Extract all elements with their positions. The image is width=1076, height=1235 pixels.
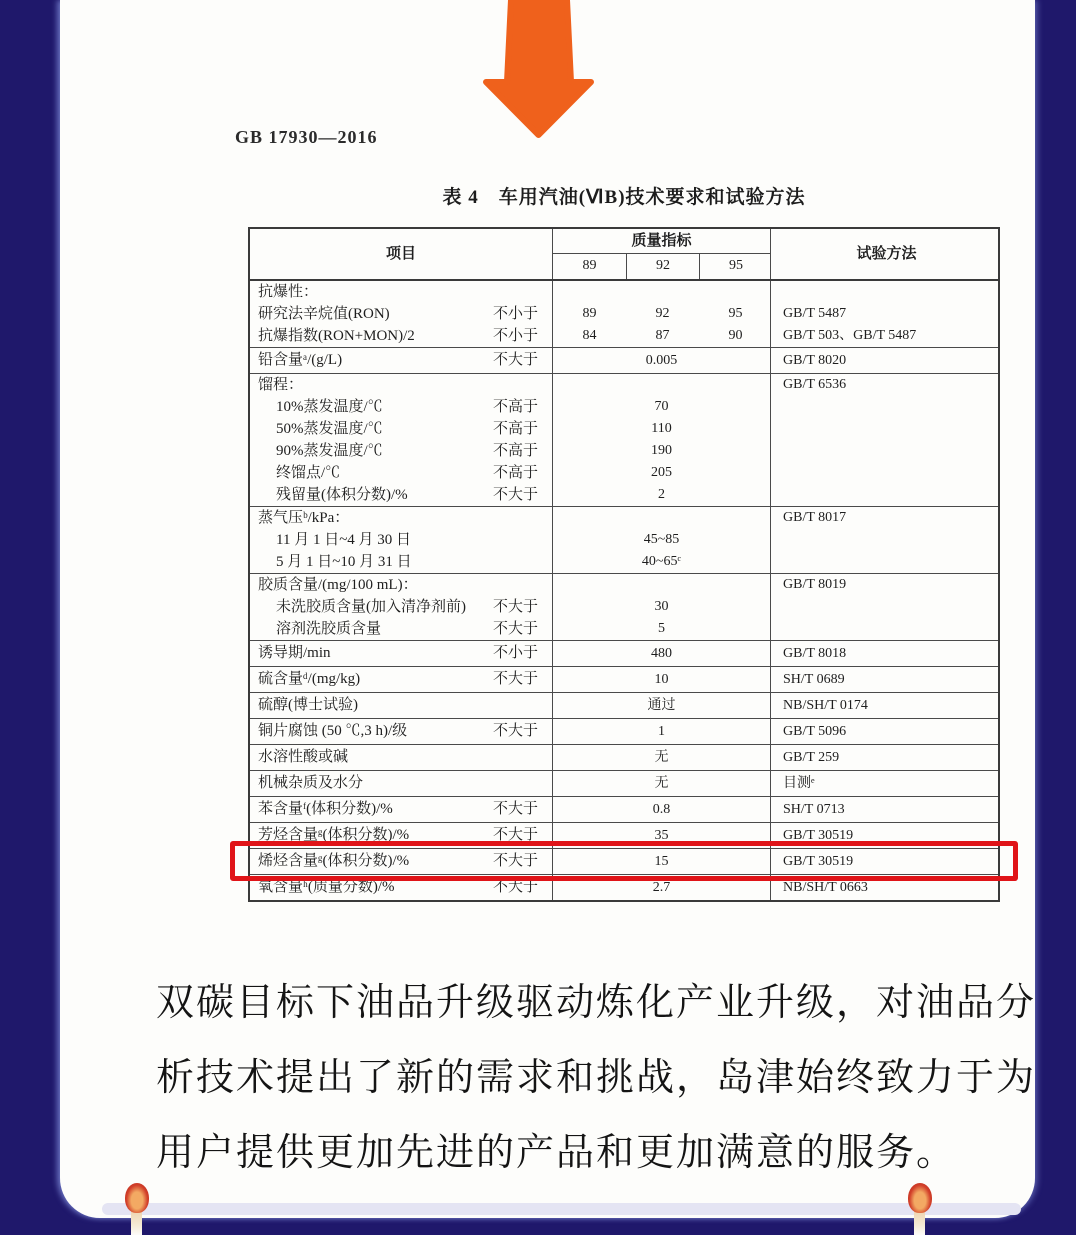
grade-values bbox=[552, 325, 771, 347]
value: 190 bbox=[552, 440, 771, 462]
test-method: GB/T 30519 bbox=[783, 854, 854, 869]
item-label: 机械杂质及水分 bbox=[258, 775, 364, 791]
table-body bbox=[250, 281, 998, 900]
item-label: 未洗胶质含量(加入清净剂前) bbox=[276, 599, 466, 615]
test-method: GB/T 259 bbox=[783, 750, 840, 765]
table-row bbox=[250, 529, 998, 551]
item-label: 胶质含量/(mg/100 mL)： bbox=[258, 577, 418, 593]
table-row bbox=[250, 418, 998, 440]
qualifier: 不大于 bbox=[492, 801, 538, 817]
value: 0.8 bbox=[552, 797, 771, 822]
value: 1 bbox=[552, 719, 771, 744]
item-label: 终馏点/℃ bbox=[276, 465, 341, 481]
qualifier: 不小于 bbox=[492, 645, 538, 661]
item-label: 研究法辛烷值(RON) bbox=[258, 306, 390, 322]
item-label: 硫醇(博士试验) bbox=[258, 697, 358, 713]
value: 通过 bbox=[552, 693, 771, 718]
table-row-group bbox=[250, 666, 998, 692]
grade-header-89: 89 bbox=[582, 258, 597, 273]
value: 0.005 bbox=[552, 348, 771, 373]
down-arrow-icon bbox=[478, 0, 599, 140]
value: 5 bbox=[552, 618, 771, 640]
table-row bbox=[250, 348, 998, 373]
item-label: 11 月 1 日~4 月 30 日 bbox=[276, 532, 412, 548]
value: 45~85 bbox=[552, 529, 771, 551]
table-row bbox=[250, 325, 998, 347]
item-label: 蒸气压ᵇ/kPa： bbox=[258, 510, 350, 526]
item-label: 90%蒸发温度/℃ bbox=[276, 443, 383, 459]
spec-table-grid bbox=[248, 227, 1000, 902]
table-title: 表 4 车用汽油(ⅥB)技术要求和试验方法 bbox=[442, 187, 806, 208]
grade-value: 95 bbox=[728, 306, 743, 321]
test-method: SH/T 0689 bbox=[783, 672, 845, 687]
test-method: SH/T 0713 bbox=[783, 802, 845, 817]
table-row-group bbox=[250, 744, 998, 770]
value: 无 bbox=[552, 745, 771, 770]
table-row bbox=[250, 303, 998, 325]
value bbox=[552, 574, 771, 596]
qualifier bbox=[486, 529, 552, 551]
table-row-group bbox=[250, 573, 998, 640]
table-row bbox=[250, 667, 998, 692]
table-row bbox=[250, 641, 998, 666]
table-row bbox=[250, 551, 998, 573]
table-row bbox=[250, 693, 998, 718]
item-label: 烯烃含量ᵍ(体积分数)/% bbox=[258, 853, 410, 869]
value: 30 bbox=[552, 596, 771, 618]
table-row bbox=[250, 771, 998, 796]
table-row bbox=[250, 596, 998, 618]
match-head bbox=[125, 1183, 149, 1213]
value: 110 bbox=[552, 418, 771, 440]
test-method bbox=[771, 529, 1002, 551]
test-method bbox=[771, 440, 1002, 462]
qualifier: 不高于 bbox=[492, 399, 538, 415]
qualifier bbox=[486, 374, 552, 396]
value: 15 bbox=[552, 849, 771, 874]
item-label: 抗爆性： bbox=[258, 284, 319, 300]
qualifier bbox=[486, 574, 552, 596]
qualifier: 不大于 bbox=[492, 827, 538, 843]
qualifier bbox=[486, 551, 552, 573]
qualifier bbox=[486, 771, 552, 796]
test-method bbox=[771, 281, 1002, 303]
quality-index-label: 质量指标 bbox=[553, 229, 770, 254]
value: 480 bbox=[552, 641, 771, 666]
test-method bbox=[771, 596, 1002, 618]
doc-code: GB 17930—2016 bbox=[235, 127, 378, 147]
table-row bbox=[250, 797, 998, 822]
grade-header-92: 92 bbox=[626, 254, 699, 279]
test-method: NB/SH/T 0663 bbox=[783, 880, 868, 895]
test-method bbox=[771, 618, 1002, 640]
item-label: 铜片腐蚀 (50 ℃,3 h)/级 bbox=[258, 723, 408, 739]
item-label: 硫含量ᵈ/(mg/kg) bbox=[258, 671, 361, 687]
test-method bbox=[771, 418, 1002, 440]
item-label: 溶剂洗胶质含量 bbox=[276, 621, 382, 637]
test-method: GB/T 8020 bbox=[783, 353, 847, 368]
qualifier: 不高于 bbox=[492, 421, 538, 437]
item-label: 5 月 1 日~10 月 31 日 bbox=[276, 554, 412, 570]
test-method: GB/T 6536 bbox=[783, 377, 847, 392]
test-method: GB/T 5096 bbox=[783, 724, 847, 739]
qualifier bbox=[486, 507, 552, 529]
match-head bbox=[908, 1183, 932, 1213]
qualifier bbox=[486, 693, 552, 718]
table-row bbox=[250, 745, 998, 770]
table-row bbox=[250, 396, 998, 418]
table-row-group bbox=[250, 770, 998, 796]
table-row-group bbox=[250, 640, 998, 666]
test-method: GB/T 30519 bbox=[783, 828, 854, 843]
test-method bbox=[771, 551, 1002, 573]
qualifier: 不小于 bbox=[492, 306, 538, 322]
col-header-item: 项目 bbox=[385, 246, 416, 262]
table-row-group bbox=[250, 373, 998, 506]
table-row bbox=[250, 618, 998, 640]
card-bottom-strip bbox=[102, 1203, 1021, 1215]
test-method: GB/T 8017 bbox=[783, 510, 847, 525]
value bbox=[552, 374, 771, 396]
grade-value: 89 bbox=[582, 306, 597, 321]
item-label: 50%蒸发温度/℃ bbox=[276, 421, 383, 437]
table-row-group bbox=[250, 347, 998, 373]
item-label: 馏程： bbox=[258, 377, 304, 393]
value: 70 bbox=[552, 396, 771, 418]
test-method: GB/T 8019 bbox=[783, 577, 847, 592]
item-label: 氧含量ʰ(质量分数)/% bbox=[258, 879, 395, 895]
matchstick-icon bbox=[906, 1183, 934, 1235]
qualifier: 不大于 bbox=[492, 671, 538, 687]
test-method: GB/T 8018 bbox=[783, 646, 847, 661]
value: 205 bbox=[552, 462, 771, 484]
qualifier: 不大于 bbox=[492, 621, 538, 637]
qualifier bbox=[486, 281, 552, 303]
grade-values bbox=[552, 281, 771, 303]
table-row bbox=[250, 440, 998, 462]
table-row-group bbox=[250, 692, 998, 718]
test-method: GB/T 5487 bbox=[783, 306, 847, 321]
grade-value bbox=[626, 281, 699, 303]
test-method bbox=[771, 396, 1002, 418]
value: 2 bbox=[552, 484, 771, 506]
matchstick-icon bbox=[123, 1183, 151, 1235]
summary-paragraph: 双碳目标下油品升级驱动炼化产业升级，对油品分析技术提出了新的需求和挑战，岛津始终致力于为用户提供更加先进的产品和更加满意的服务。 bbox=[156, 982, 1037, 1174]
value: 35 bbox=[552, 823, 771, 848]
table-header bbox=[250, 229, 998, 281]
test-method bbox=[771, 462, 1002, 484]
table-row bbox=[250, 484, 998, 506]
table-row-group bbox=[250, 796, 998, 822]
grade-value: 84 bbox=[582, 328, 597, 343]
qualifier: 不大于 bbox=[492, 599, 538, 615]
grade-header-row bbox=[553, 254, 770, 279]
qualifier: 不大于 bbox=[492, 352, 538, 368]
table-row-group bbox=[250, 718, 998, 744]
test-method: NB/SH/T 0174 bbox=[783, 698, 868, 713]
value: 40~65ᶜ bbox=[552, 551, 771, 573]
test-method: GB/T 503、GB/T 5487 bbox=[783, 328, 917, 343]
grade-value bbox=[699, 281, 772, 303]
test-method: 目测ᵉ bbox=[783, 776, 815, 791]
grade-value: 90 bbox=[728, 328, 743, 343]
item-label: 铅含量ᵃ/(g/L) bbox=[258, 352, 343, 368]
value: 2.7 bbox=[552, 875, 771, 900]
table-row bbox=[250, 719, 998, 744]
table-row bbox=[250, 281, 998, 303]
qualifier: 不高于 bbox=[492, 443, 538, 459]
item-label: 水溶性酸或碱 bbox=[258, 749, 349, 765]
value: 无 bbox=[552, 771, 771, 796]
grade-header-95: 95 bbox=[699, 254, 772, 279]
highlight-box bbox=[230, 841, 1018, 881]
test-method bbox=[771, 484, 1002, 506]
grade-value bbox=[553, 281, 626, 303]
qualifier: 不高于 bbox=[492, 465, 538, 481]
value: 10 bbox=[552, 667, 771, 692]
qualifier: 不小于 bbox=[492, 328, 538, 344]
table-row bbox=[250, 574, 998, 596]
article-card bbox=[60, 0, 1035, 1218]
qualifier: 不大于 bbox=[492, 487, 538, 503]
spec-table bbox=[248, 227, 1000, 902]
grade-values bbox=[552, 303, 771, 325]
qualifier: 不大于 bbox=[492, 723, 538, 739]
table-row-group bbox=[250, 506, 998, 573]
item-label: 10%蒸发温度/℃ bbox=[276, 399, 383, 415]
qualifier bbox=[486, 745, 552, 770]
table-row bbox=[250, 507, 998, 529]
item-label: 诱导期/min bbox=[258, 645, 331, 661]
item-label: 芳烃含量ᵍ(体积分数)/% bbox=[258, 827, 410, 843]
col-header-method: 试验方法 bbox=[856, 246, 917, 262]
table-row-group bbox=[250, 281, 998, 347]
table-row bbox=[250, 374, 998, 396]
item-label: 苯含量ᶠ(体积分数)/% bbox=[258, 801, 393, 817]
item-label: 抗爆指数(RON+MON)/2 bbox=[258, 328, 415, 344]
qualifier: 不大于 bbox=[492, 853, 538, 869]
table-row bbox=[250, 462, 998, 484]
col-header-quality-index bbox=[552, 229, 771, 279]
grade-value: 92 bbox=[655, 306, 670, 321]
value bbox=[552, 507, 771, 529]
grade-value: 87 bbox=[655, 328, 670, 343]
qualifier: 不大于 bbox=[492, 879, 538, 895]
item-label: 残留量(体积分数)/% bbox=[276, 487, 408, 503]
